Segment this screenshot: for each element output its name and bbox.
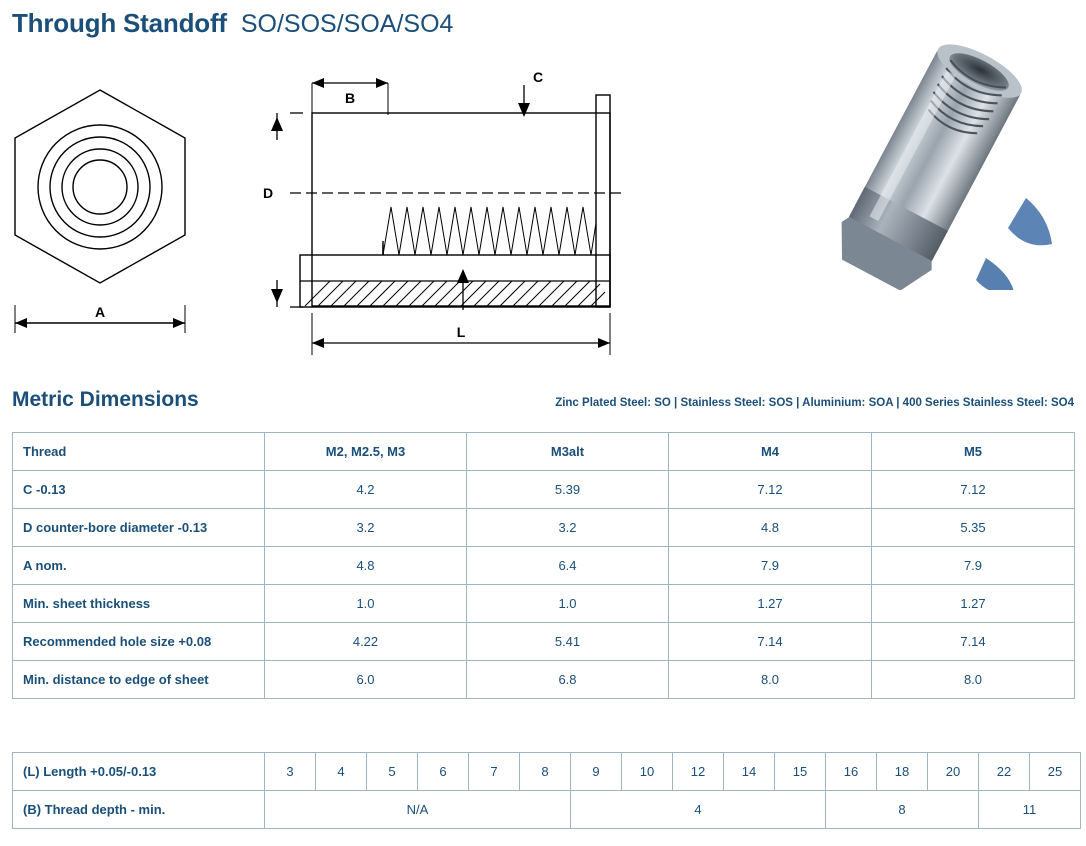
cell-value: 7.9 — [669, 547, 872, 585]
length-value: 10 — [622, 753, 673, 791]
table-row — [13, 547, 1075, 585]
cell-value: 6.4 — [467, 547, 669, 585]
row-label-length: (L) Length +0.05/-0.13 — [13, 753, 265, 791]
thread-depth-value: 4 — [571, 791, 826, 829]
cell-value: 1.27 — [872, 585, 1075, 623]
length-value: 16 — [826, 753, 877, 791]
thread-depth-value: 11 — [979, 791, 1081, 829]
cell-value: 7.9 — [872, 547, 1075, 585]
thread-depth-value: 8 — [826, 791, 979, 829]
cell-value: 8.0 — [872, 661, 1075, 699]
cell-value: 1.0 — [265, 585, 467, 623]
cell-value: 3.2 — [467, 509, 669, 547]
row-label: Min. sheet thickness — [13, 585, 265, 623]
cell-value: 7.12 — [669, 471, 872, 509]
length-thread-depth-table — [12, 752, 1081, 829]
product-photo — [790, 20, 1080, 290]
cell-value: 1.0 — [467, 585, 669, 623]
length-value: 15 — [775, 753, 826, 791]
length-value: 9 — [571, 753, 622, 791]
cell-value: 7.14 — [872, 623, 1075, 661]
table-header-row — [13, 433, 1075, 471]
column-header-thread: Thread — [13, 433, 265, 471]
thread-depth-row — [13, 791, 1081, 829]
page-title — [12, 8, 453, 39]
cell-value: 3.2 — [265, 509, 467, 547]
cell-value: 5.41 — [467, 623, 669, 661]
column-header-m5: M5 — [872, 433, 1075, 471]
metric-dimensions-table — [12, 432, 1075, 699]
length-value: 5 — [367, 753, 418, 791]
page-title-subtitle: SO/SOS/SOA/SO4 — [240, 10, 454, 38]
row-label: Recommended hole size +0.08 — [13, 623, 265, 661]
cell-value: 1.27 — [669, 585, 872, 623]
dim-label-d: D — [262, 185, 274, 201]
cell-value: 5.39 — [467, 471, 669, 509]
cell-value: 6.0 — [265, 661, 467, 699]
length-value: 18 — [877, 753, 928, 791]
cell-value: 7.12 — [872, 471, 1075, 509]
thread-depth-value: N/A — [265, 791, 571, 829]
length-row — [13, 753, 1081, 791]
dim-label-c: C — [533, 69, 544, 85]
table-row — [13, 661, 1075, 699]
cell-value: 4.8 — [265, 547, 467, 585]
cell-value: 5.35 — [872, 509, 1075, 547]
metric-dimensions-header — [12, 388, 1074, 422]
length-value: 7 — [469, 753, 520, 791]
length-value: 25 — [1030, 753, 1081, 791]
cell-value: 4.2 — [265, 471, 467, 509]
length-value: 22 — [979, 753, 1030, 791]
column-header-m4: M4 — [669, 433, 872, 471]
table-row — [13, 509, 1075, 547]
length-value: 14 — [724, 753, 775, 791]
cell-value: 7.14 — [669, 623, 872, 661]
length-value: 4 — [316, 753, 367, 791]
table-row — [13, 585, 1075, 623]
row-label-thread-depth: (B) Thread depth - min. — [13, 791, 265, 829]
length-value: 12 — [673, 753, 724, 791]
cell-value: 4.22 — [265, 623, 467, 661]
column-header-m3alt: M3alt — [467, 433, 669, 471]
row-label: C -0.13 — [13, 471, 265, 509]
length-value: 20 — [928, 753, 979, 791]
row-label: A nom. — [13, 547, 265, 585]
row-label: D counter-bore diameter -0.13 — [13, 509, 265, 547]
column-header-m2-m25-m3: M2, M2.5, M3 — [265, 433, 467, 471]
material-codes-note: Zinc Plated Steel: SO | Stainless Steel: SOS | Aluminium: SOA | 400 Series Stainless Steel: SO4 — [555, 397, 1074, 409]
page-title-main: Through Standoff — [12, 8, 227, 38]
cell-value: 4.8 — [669, 509, 872, 547]
table-row — [13, 471, 1075, 509]
cell-value: 6.8 — [467, 661, 669, 699]
cell-value: 8.0 — [669, 661, 872, 699]
length-value: 8 — [520, 753, 571, 791]
table-row — [13, 623, 1075, 661]
dim-label-l: L — [456, 324, 466, 340]
length-value: 6 — [418, 753, 469, 791]
dim-label-b: B — [344, 90, 356, 106]
dim-label-a: A — [94, 304, 106, 320]
row-label: Min. distance to edge of sheet — [13, 661, 265, 699]
metric-dimensions-title: Metric Dimensions — [12, 388, 199, 411]
length-value: 3 — [265, 753, 316, 791]
